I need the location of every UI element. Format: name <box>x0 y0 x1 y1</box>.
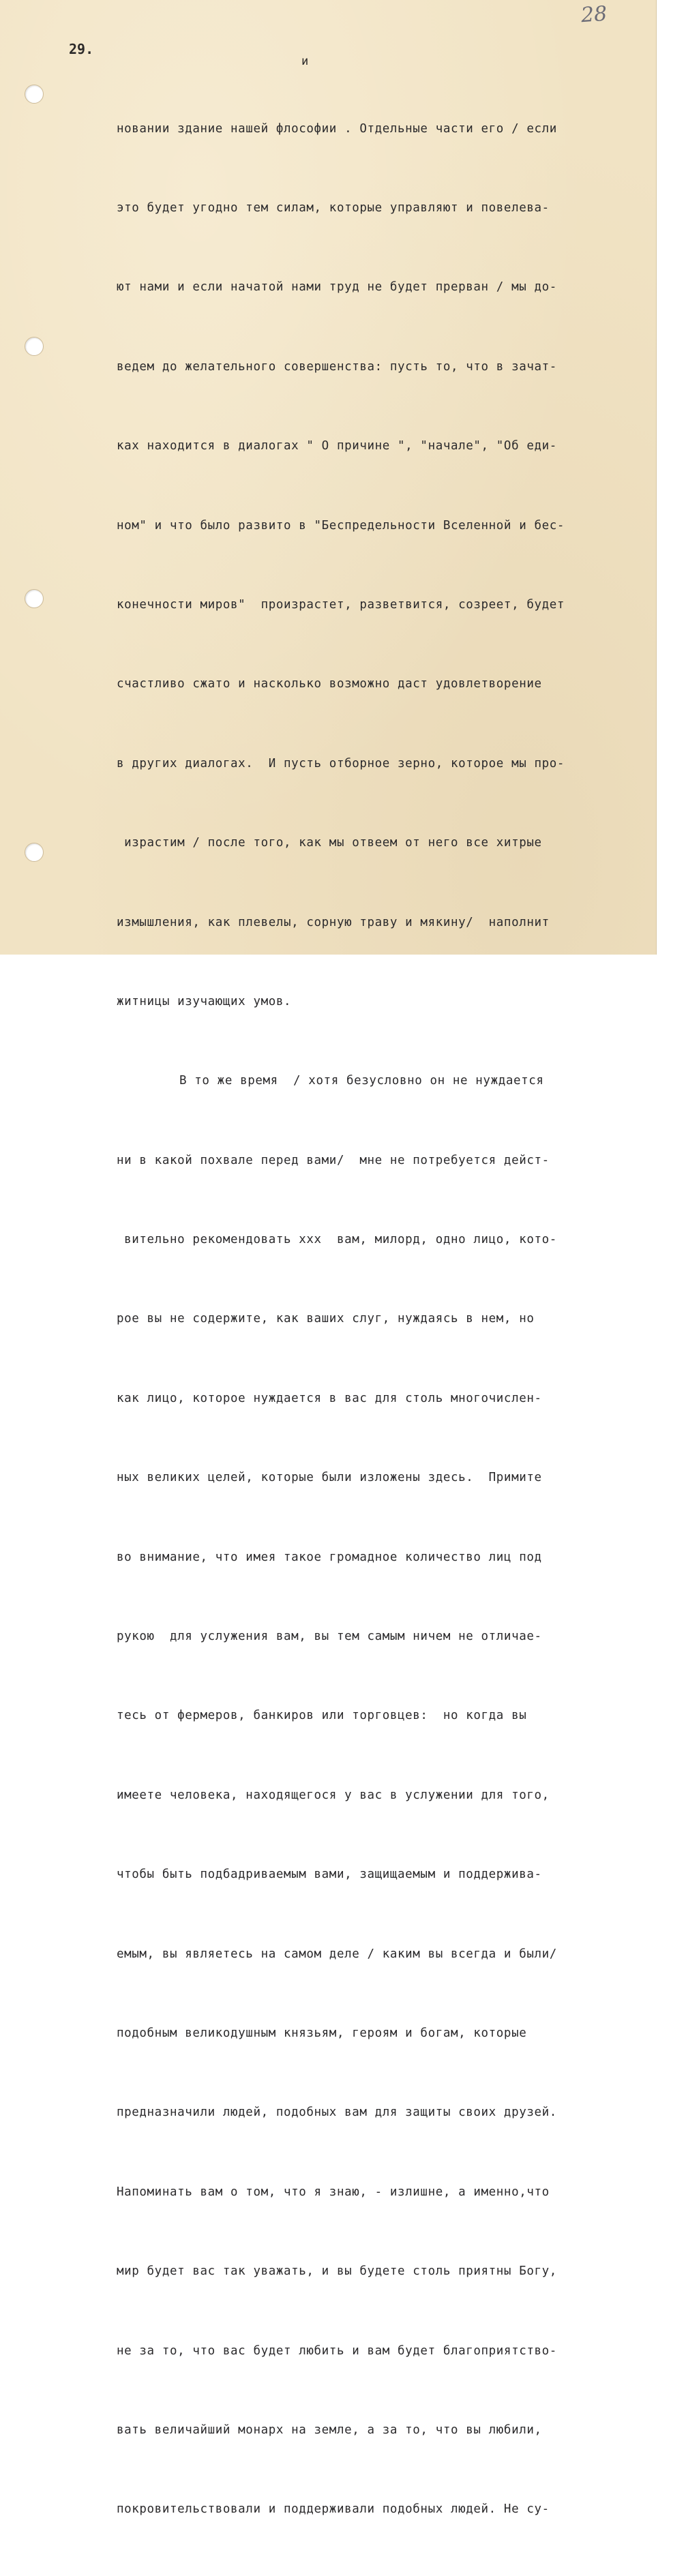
text-line: чтобы быть подбадриваемым вами, защищаемым и поддержива- <box>117 1868 542 1882</box>
text-line: ют нами и если начатой нами труд не будет прерван / мы до- <box>117 280 557 295</box>
text-line: это будет угодно тем силам, которые управляют и повелева- <box>117 200 550 215</box>
text-line: ведем до желательного совершенства: пусть то, что в зачат- <box>117 359 557 374</box>
text-line: конечности миров" произрастет, разветвится, созреет, будет <box>117 597 565 612</box>
punch-hole <box>25 589 44 608</box>
text-line: имеете человека, находящегося у вас в услужении для того, <box>117 1788 550 1802</box>
text-line: новании здание нашей флософии . Отдельные части его / если <box>117 121 557 136</box>
text-line: во внимание, что имея такое громадное количество лиц под <box>117 1550 542 1564</box>
text-line: измышления, как плевелы, сорную траву и мякину/ наполнит <box>117 915 550 929</box>
punch-hole <box>25 337 44 356</box>
text-line: ках находится в диалогах " О причине ", "начале", "Об еди- <box>117 439 557 453</box>
text-line: мир будет вас так уважать, и вы будете столь приятны Богу, <box>117 2264 557 2279</box>
text-line: вительно рекомендовать ххх вам, милорд, одно лицо, кото- <box>117 1233 557 1247</box>
typewritten-text <box>117 63 655 2576</box>
text-line: подобным великодушным князьям, героям и богам, которые <box>117 2026 527 2040</box>
text-line: вать величайший монарх на земле, а за то, что вы любили, <box>117 2423 542 2437</box>
text-line: житницы изучающих умов. <box>117 994 292 1008</box>
paragraph-start-line: В то же время / хотя безусловно он не нуждается <box>179 1074 544 1088</box>
text-line: ных великих целей, которые были изложены здесь. Примите <box>117 1471 542 1485</box>
punch-hole <box>25 85 44 104</box>
text-line: в других диалогах. И пусть отборное зерно, которое мы про- <box>117 756 565 770</box>
text-line: покровительствовали и поддерживали подобных людей. Не су- <box>117 2502 550 2517</box>
text-line: Напоминать вам о том, что я знаю, - излишне, а именно,что <box>117 2185 550 2199</box>
text-line: предназначили людей, подобных вам для защиты своих друзей. <box>117 2106 557 2120</box>
punch-hole <box>25 843 44 862</box>
text-line: не за то, что вас будет любить и вам будет благоприятство- <box>117 2343 557 2358</box>
text-line: ном" и что было развито в "Беспредельности Вселенной и бес- <box>117 518 565 533</box>
text-line: счастливо сжато и насколько возможно даст удовлетворение <box>117 677 542 691</box>
text-line: израстим / после того, как мы отвеем от него все хитрые <box>117 836 542 850</box>
text-line: ни в какой похвале перед вами/ мне не потребуется дейст- <box>117 1153 550 1167</box>
text-line: емым, вы являетесь на самом деле / каким вы всегда и были/ <box>117 1947 557 1961</box>
text-line: тесь от фермеров, банкиров или торговцев: но когда вы <box>117 1709 527 1723</box>
handwritten-insertion: и <box>301 55 309 68</box>
text-line: как лицо, которое нуждается в вас для столь многочислен- <box>117 1391 542 1405</box>
text-line: рое вы не содержите, как ваших слуг, нуждаясь в нем, но <box>117 1312 535 1326</box>
text-line: рукою для услужения вам, вы тем самым ничем не отличае- <box>117 1630 542 1644</box>
page-number: 29. <box>69 41 94 57</box>
archive-folio-number: 28 <box>580 1 608 28</box>
